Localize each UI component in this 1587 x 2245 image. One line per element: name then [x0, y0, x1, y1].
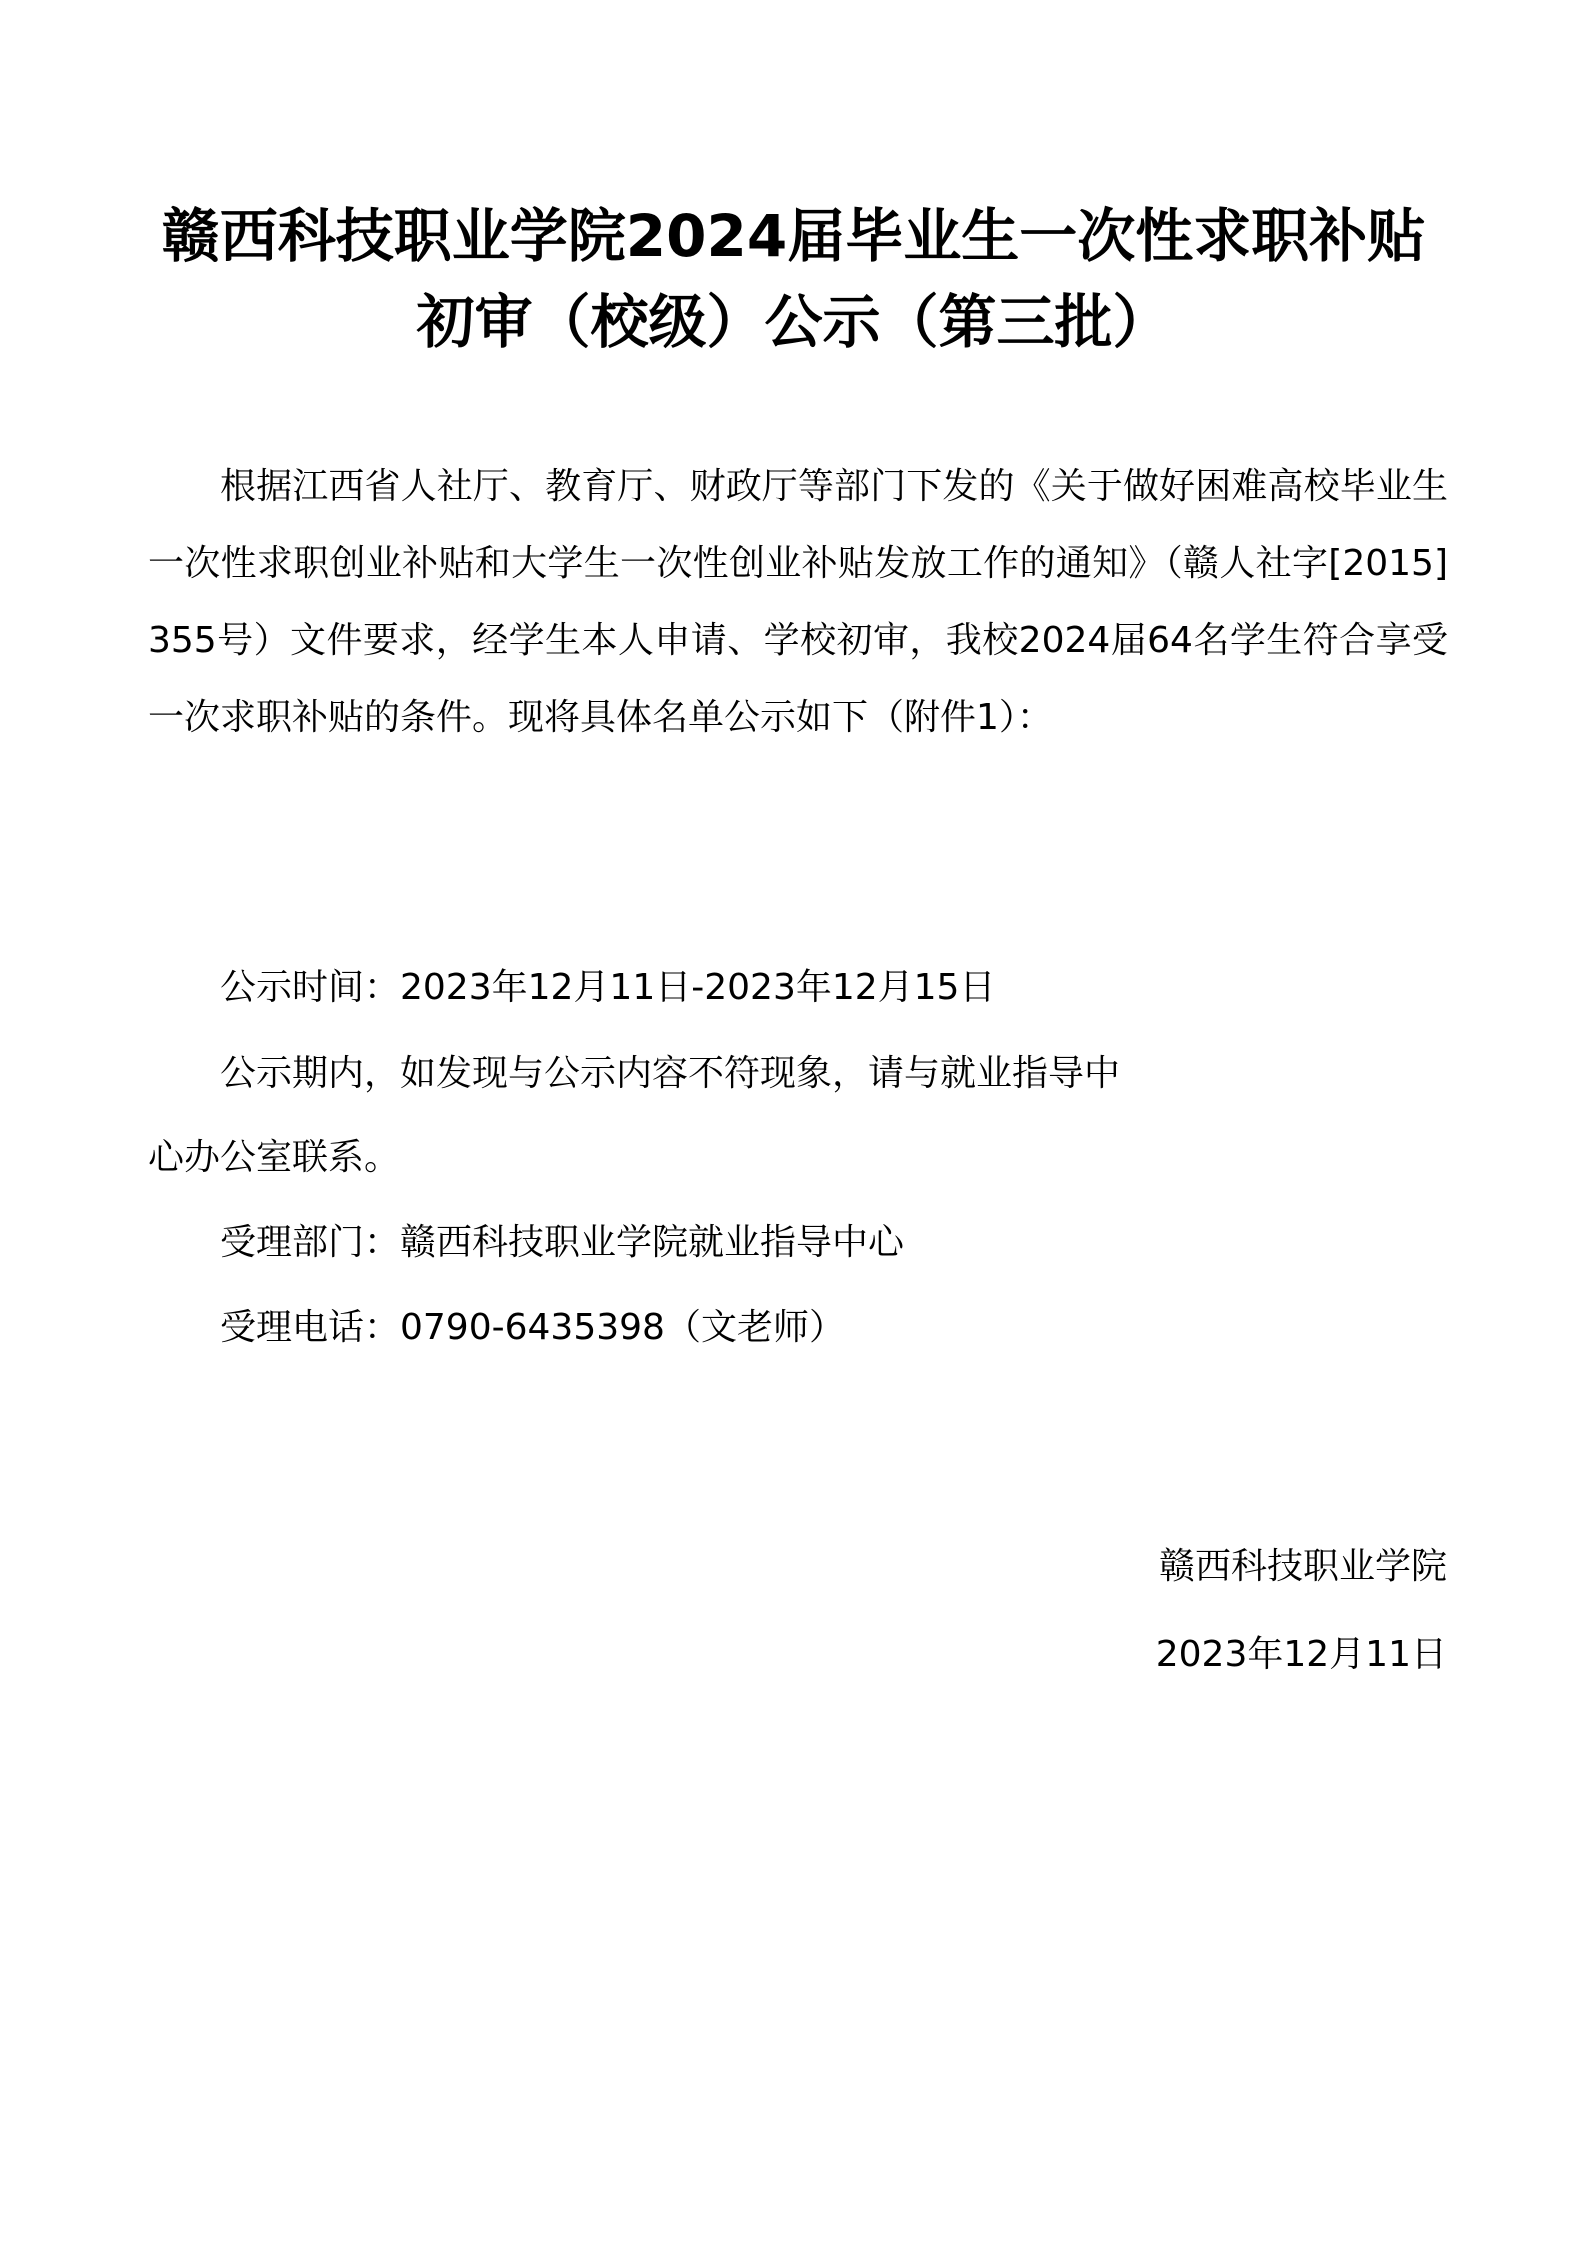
notice-period-line2: 心办公室联系。	[148, 1137, 401, 1178]
document-title-line1: 赣西科技职业学院2024届毕业生一次性求职补贴	[161, 202, 1426, 270]
signature-date: 2023年12月11日	[1155, 1634, 1447, 1675]
main-paragraph: 根据江西省人社厅、教育厅、财政厅等部门下发的《关于做好困难高校毕业生一次性求职创业补贴和大学生一次性创业补贴发放工作的通知》（赣人社字[2015]355号）文件要求，经学生本人申请、学校初审，我校2024届64名学生符合享受一次求职补贴的条件。现将具体名单公示如下（附件1）：	[148, 466, 1448, 738]
handling-department: 受理部门：赣西科技职业学院就业指导中心	[220, 1222, 905, 1263]
notice-period-line1: 公示期内，如发现与公示内容不符现象，请与就业指导中	[220, 1053, 1121, 1094]
signature-organization: 赣西科技职业学院	[1158, 1546, 1447, 1587]
document-title-line2: 初审（校级）公示（第三批）	[416, 288, 1171, 356]
notice-time: 公示时间：2023年12月11日-2023年12月15日	[220, 967, 996, 1008]
contact-phone: 受理电话：0790-6435398（文老师）	[220, 1307, 845, 1348]
